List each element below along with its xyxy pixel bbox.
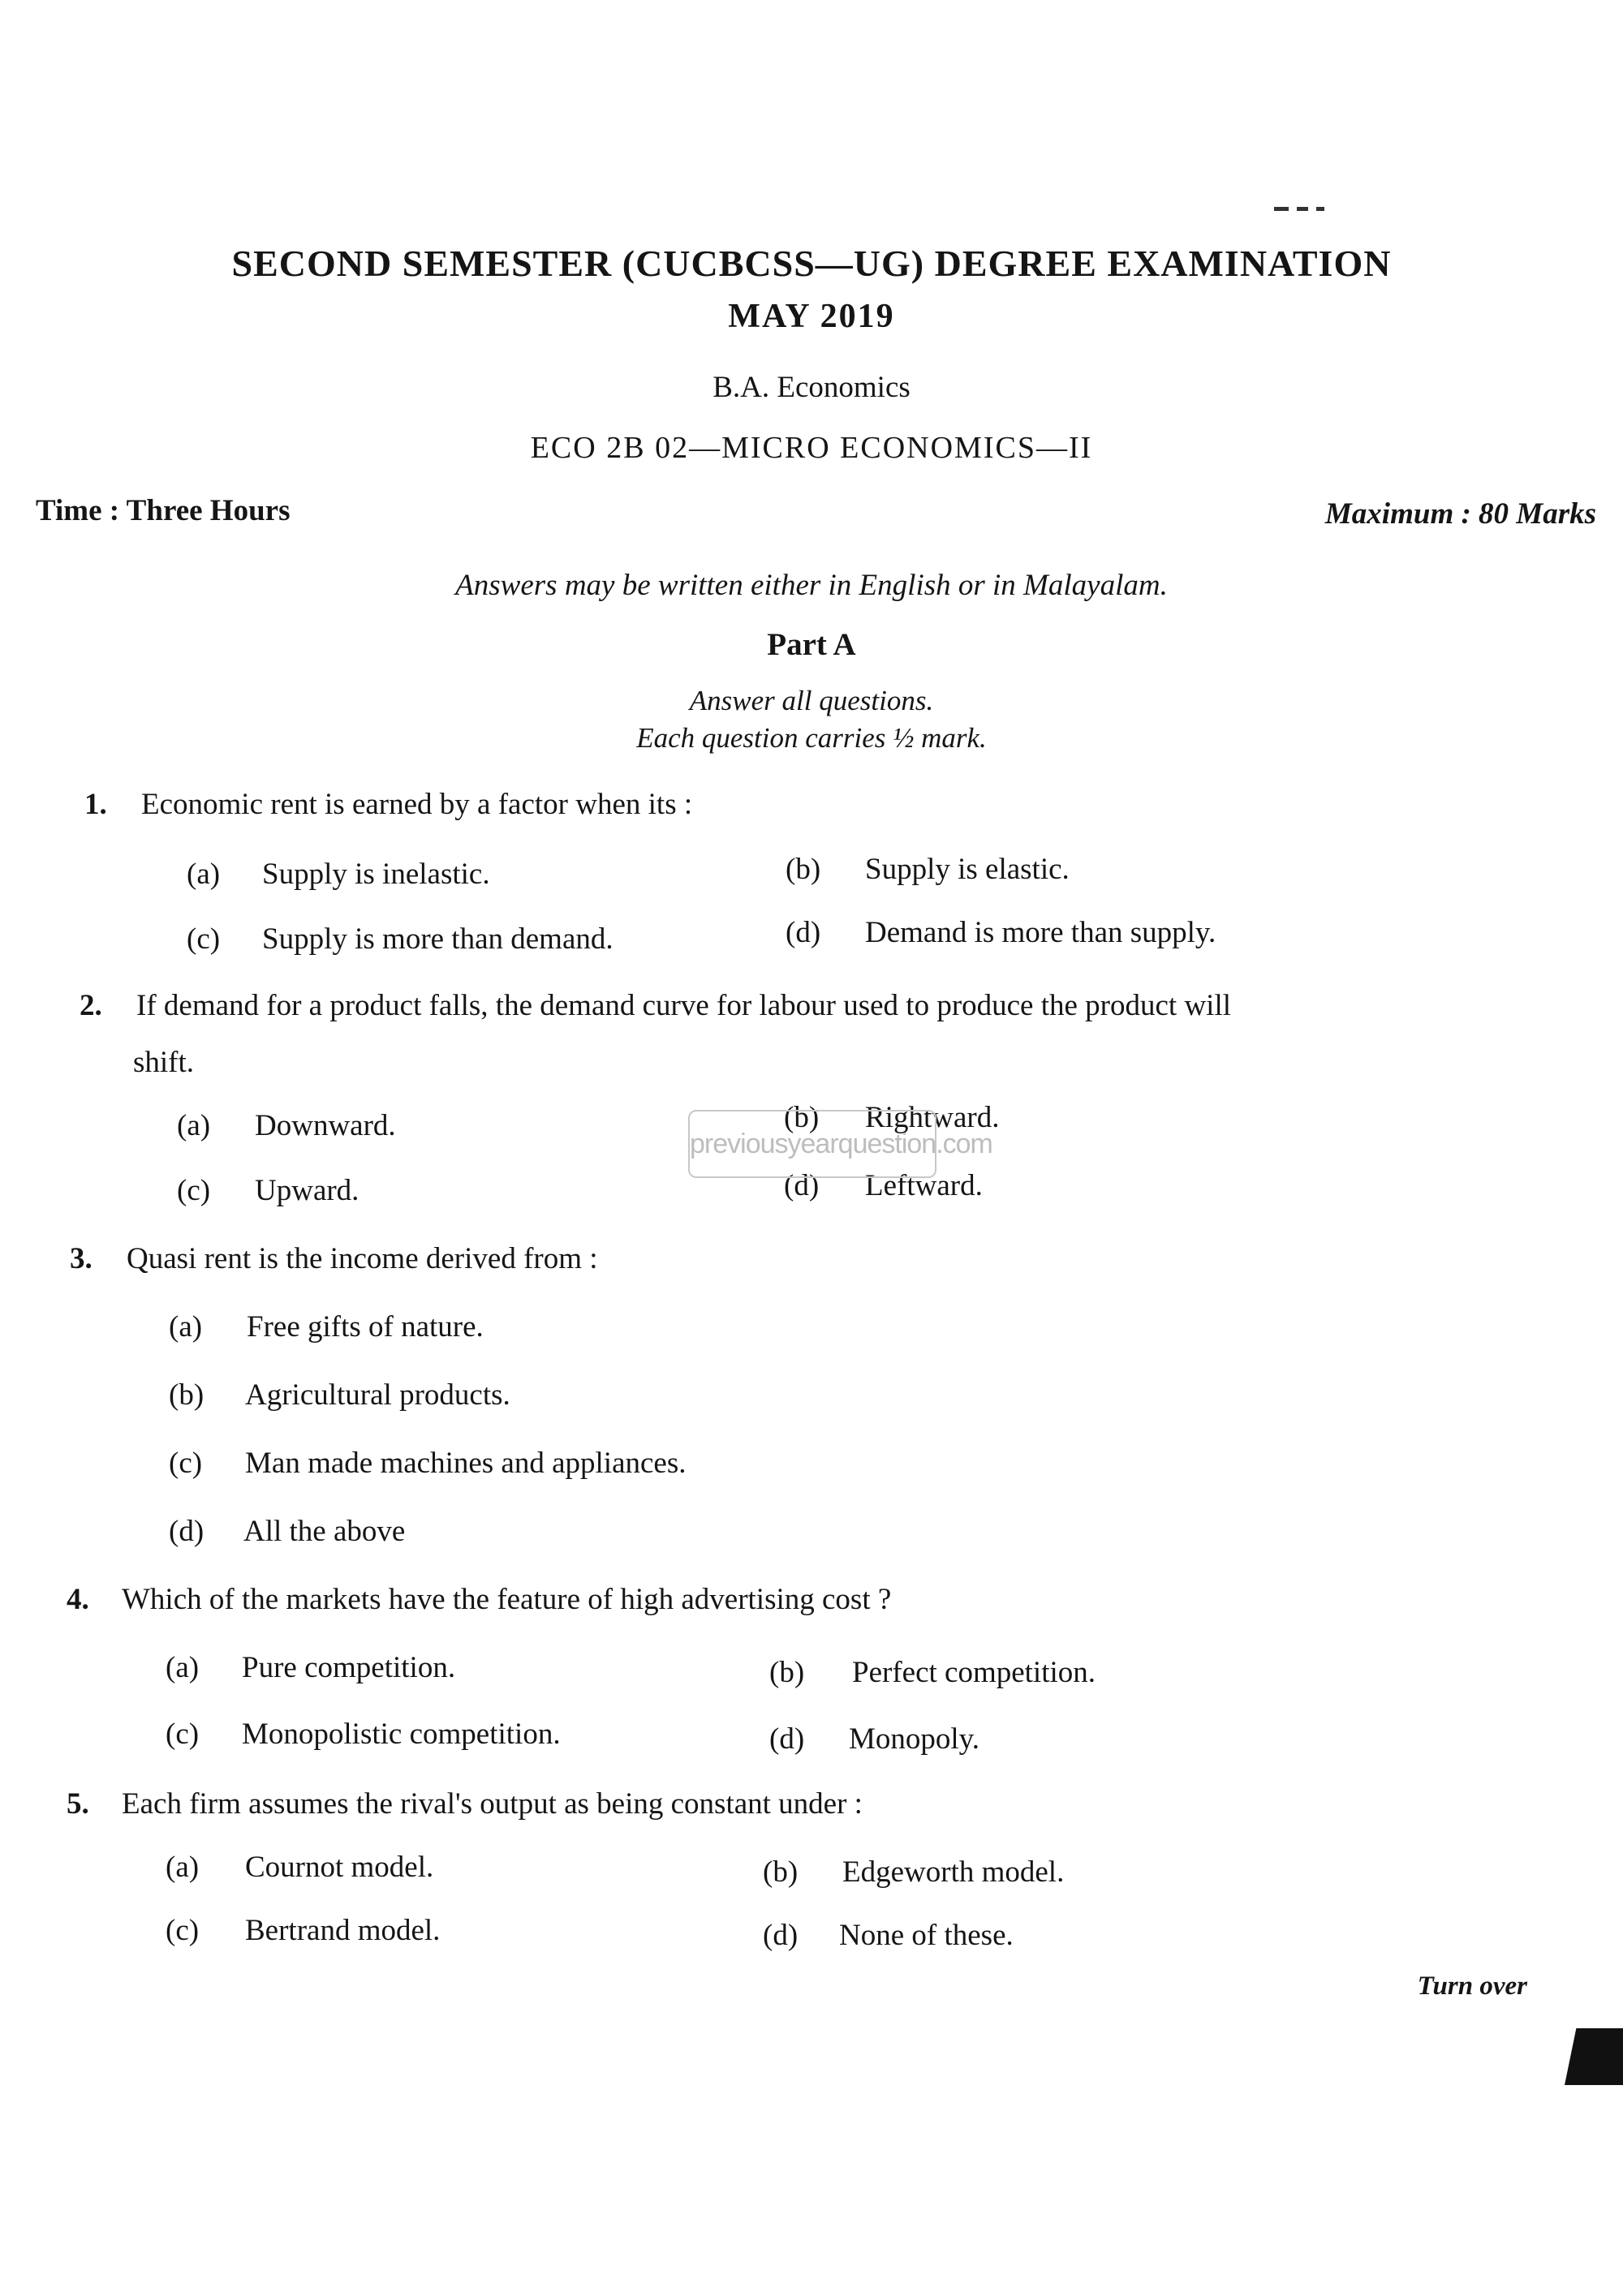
exam-session: MAY 2019: [728, 298, 895, 335]
option-label: (b): [784, 1101, 820, 1134]
part-instruction-2: Each question carries ½ mark.: [636, 722, 987, 754]
time-allowed: Time : Three Hours: [36, 494, 291, 527]
option-label: (c): [166, 1914, 200, 1947]
programme-name: B.A. Economics: [712, 371, 911, 404]
option-text: Upward.: [255, 1174, 359, 1207]
option-text: Monopolistic competition.: [242, 1718, 561, 1751]
option-label: (a): [166, 1651, 200, 1684]
watermark: previousyearquestion.com: [688, 1110, 936, 1178]
question-text: Quasi rent is the income derived from :: [127, 1242, 598, 1275]
option-text: Leftward.: [865, 1169, 983, 1202]
option-text: Rightward.: [865, 1101, 1000, 1134]
language-note: Answers may be written either in English or in Malayalam.: [455, 569, 1168, 602]
question-text: Economic rent is earned by a factor when its :: [141, 788, 693, 821]
option-text: All the above: [243, 1515, 406, 1548]
maximum-marks: Maximum : 80 Marks: [1324, 497, 1596, 531]
option-label: (b): [786, 853, 821, 886]
page-corner-shadow: [1565, 2028, 1623, 2085]
corner-ink-mark: [1274, 201, 1355, 208]
question-text: Each firm assumes the rival's output as being constant under :: [122, 1787, 863, 1821]
option-label: (a): [187, 858, 221, 891]
option-text: Demand is more than supply.: [865, 916, 1216, 949]
option-label: (d): [763, 1919, 799, 1952]
option-text: Downward.: [255, 1109, 396, 1142]
question-text: If demand for a product falls, the demand curve for labour used to produce the product will: [136, 989, 1232, 1022]
option-text: Supply is more than demand.: [262, 922, 613, 956]
option-text: Perfect competition.: [852, 1656, 1096, 1689]
option-label: (c): [177, 1174, 211, 1207]
option-text: Man made machines and appliances.: [245, 1447, 687, 1480]
option-text: Pure competition.: [242, 1651, 456, 1684]
question-number: 1.: [84, 788, 107, 821]
exam-title: SECOND SEMESTER (CUCBCSS—UG) DEGREE EXAMINATION: [231, 243, 1392, 284]
question-number: 4.: [67, 1583, 89, 1616]
option-label: (d): [169, 1515, 204, 1548]
option-label: (d): [786, 916, 821, 949]
option-label: (c): [166, 1718, 200, 1751]
option-label: (d): [784, 1169, 820, 1202]
option-label: (b): [769, 1656, 805, 1689]
option-text: Monopoly.: [849, 1722, 980, 1756]
option-label: (a): [177, 1109, 211, 1142]
part-title: Part A: [767, 627, 856, 662]
option-label: (c): [187, 922, 221, 956]
option-label: (a): [169, 1310, 203, 1344]
option-text: Supply is elastic.: [865, 853, 1070, 886]
option-label: (a): [166, 1851, 200, 1884]
question-number: 3.: [70, 1242, 93, 1275]
option-text: Free gifts of nature.: [247, 1310, 484, 1344]
question-number: 5.: [67, 1787, 89, 1821]
question-text: Which of the markets have the feature of high advertising cost ?: [122, 1583, 892, 1616]
option-label: (b): [763, 1855, 799, 1889]
option-label: (b): [169, 1378, 204, 1412]
question-number: 2.: [80, 989, 102, 1022]
paper-title: ECO 2B 02—MICRO ECONOMICS—II: [530, 431, 1093, 465]
option-text: None of these.: [839, 1919, 1014, 1952]
option-text: Agricultural products.: [245, 1378, 510, 1412]
option-text: Edgeworth model.: [842, 1855, 1065, 1889]
question-text-continued: shift.: [133, 1046, 195, 1079]
option-label: (c): [169, 1447, 203, 1480]
part-instruction-1: Answer all questions.: [689, 685, 934, 716]
option-label: (d): [769, 1722, 805, 1756]
turn-over-note: Turn over: [1417, 1971, 1527, 2001]
option-text: Cournot model.: [245, 1851, 434, 1884]
option-text: Supply is inelastic.: [262, 858, 490, 891]
option-text: Bertrand model.: [245, 1914, 441, 1947]
